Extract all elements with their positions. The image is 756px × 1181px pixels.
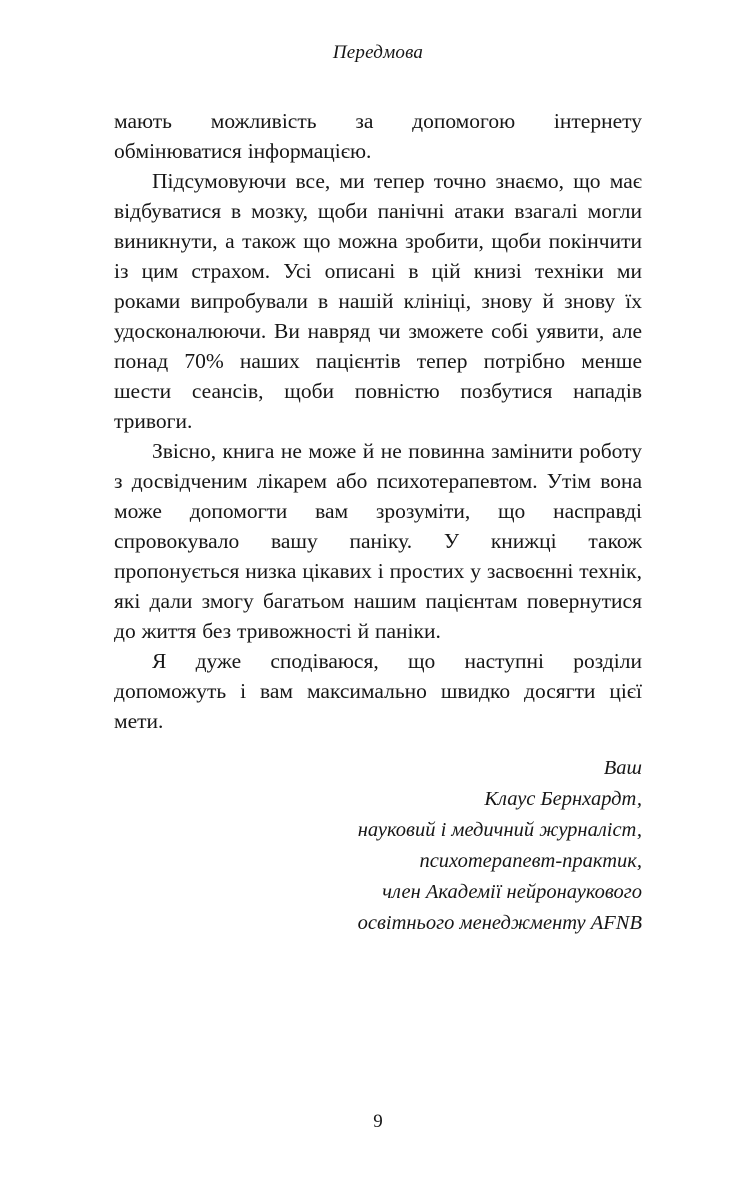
signature-line: психотерапевт-практик, (419, 850, 642, 872)
signature-block (114, 753, 642, 939)
paragraph: Я дуже сподіваюся, що наступні розділи допоможуть і вам максимально швидко досягти цієї мети. (114, 649, 642, 733)
signature-line: член Академії нейронаукового (382, 881, 642, 903)
signature-line: освітнього менеджменту AFNB (357, 912, 642, 934)
signature-line: науковий і медичний журналіст, (357, 819, 642, 841)
paragraph: Звісно, книга не може й не повинна замінити роботу з досвідченим лікарем або психотерапевтом. Утім вона може допомогти вам зрозуміти, що насправді спровокувало вашу паніку. У книжці також пропонується низка цікавих і простих у засвоєнні технік, які дали змогу багатьом нашим пацієнтам повернутися до життя без тривожності й паніки. (114, 439, 642, 643)
body-text (114, 106, 642, 736)
paragraph: Підсумовуючи все, ми тепер точно знаємо, що має відбуватися в мозку, щоби панічні атаки взагалі могли виникнути, а також що можна зробити, щоби покінчити із цим страхом. Усі описані в цій книзі техніки ми роками випробували в нашій клініці, знову й знову їх удосконалюючи. Ви навряд чи зможете собі уявити, але понад 70% наших пацієнтів тепер потрібно менше шести сеансів, щоби повністю позбутися нападів тривоги. (114, 169, 642, 433)
running-head: Передмова (332, 42, 424, 63)
signature-line: Клаус Бернхардт, (484, 788, 642, 810)
paragraph: мають можливість за допомогою інтернету обмінюватися інформацією. (114, 109, 642, 163)
signature-line: Ваш (603, 757, 642, 779)
page-number: 9 (373, 1111, 383, 1132)
